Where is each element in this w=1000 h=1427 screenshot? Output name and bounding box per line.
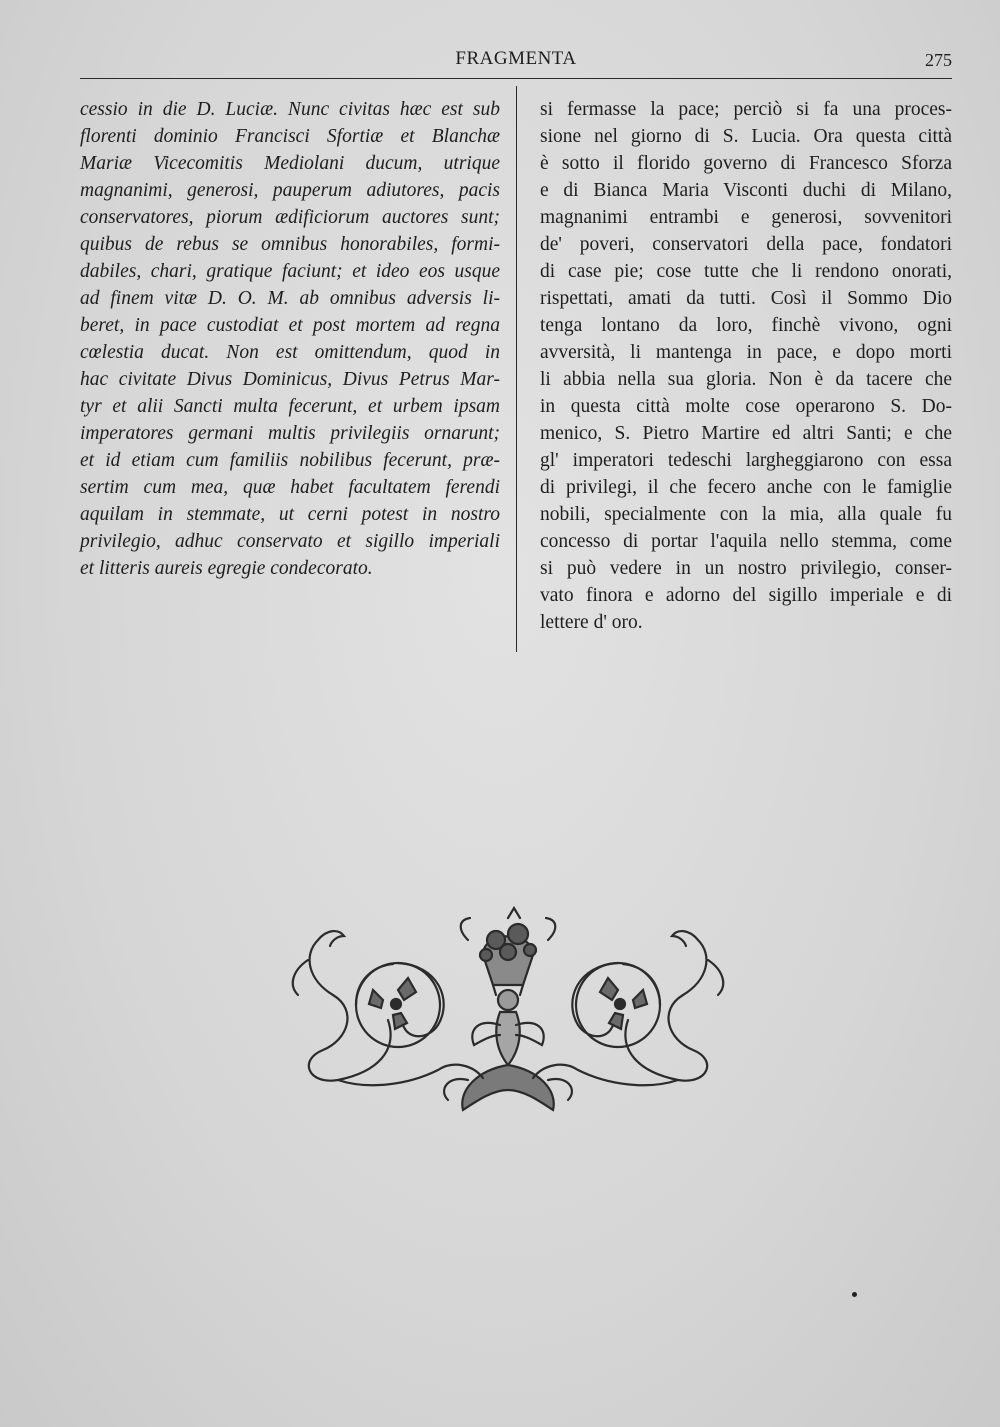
italian-text-line: concesso di portar l'aquila nello stemma, come: [540, 531, 952, 552]
running-title: FRAGMENTA: [455, 48, 577, 69]
italian-text-line: avversità, li mantenga in pace, e dopo morti: [540, 342, 952, 363]
column-divider: [516, 86, 517, 652]
latin-text-line: quibus de rebus se omnibus honorabiles, formi-: [80, 234, 500, 255]
latin-text-line: aquilam in stemmate, ut cerni potest in nostro: [80, 504, 500, 525]
ink-speck: [852, 1292, 857, 1297]
italian-text-line: nobili, specialmente con la mia, alla quale fu: [540, 504, 952, 525]
italian-text-line: de' poveri, conservatori della pace, fondatori: [540, 234, 952, 255]
italian-text-line: sione nel giorno di S. Lucia. Ora questa città: [540, 126, 952, 147]
latin-text-line: sertim cum mea, quæ habet facultatem ferendi: [80, 477, 500, 498]
running-head: [80, 44, 952, 78]
italian-text-line: lettere d' oro.: [540, 612, 643, 633]
italian-text-line: vato finora e adorno del sigillo imperiale e di: [540, 585, 952, 606]
latin-text-line: beret, in pace custodiat et post mortem ad regna: [80, 315, 500, 336]
latin-text-line: conservatores, piorum ædificiorum auctores sunt;: [80, 207, 500, 228]
latin-text-line: imperatores germani multis privilegiis ornarunt;: [80, 423, 500, 444]
latin-text-line: florenti dominio Francisci Sfortiæ et Blanchæ: [80, 126, 500, 147]
italian-text-line: rispettati, amati da tutti. Così il Sommo Dio: [540, 288, 952, 309]
latin-text-line: et id etiam cum familiis nobilibus fecerunt, præ-: [80, 450, 500, 471]
italian-text-line: e di Bianca Maria Visconti duchi di Milano,: [540, 180, 952, 201]
latin-text-line: magnanimi, generosi, pauperum adiutores, pacis: [80, 180, 500, 201]
italian-text-line: gl' imperatori tedeschi largheggiarono con essa: [540, 450, 952, 471]
latin-text-line: tyr et alii Sancti multa fecerunt, et urbem ipsam: [80, 396, 500, 417]
latin-text-line: dabiles, chari, gratique faciunt; et ideo eos usque: [80, 261, 500, 282]
italian-text-line: li abbia nella sua gloria. Non è da tacere che: [540, 369, 952, 390]
italian-text-line: tenga lontano da loro, finchè vivono, ogni: [540, 315, 952, 336]
page-number: 275: [925, 50, 952, 70]
italian-text-line: di privilegi, il che fecero anche con le famiglie: [540, 477, 952, 498]
latin-column: [80, 96, 500, 582]
italian-text-line: si può vedere in un nostro privilegio, conser-: [540, 558, 952, 579]
latin-text-line: hac civitate Divus Dominicus, Divus Petrus Mar-: [80, 369, 500, 390]
latin-text-line: cessio in die D. Luciæ. Nunc civitas hæc est sub: [80, 99, 500, 120]
italian-text-line: magnanimi entrambi e generosi, sovvenitori: [540, 207, 952, 228]
header-rule: [80, 78, 952, 79]
latin-text-line: et litteris aureis egregie condecorato.: [80, 558, 373, 579]
italian-text-line: menico, S. Pietro Martire ed altri Santi; e che: [540, 423, 952, 444]
italian-text-line: si fermasse la pace; perciò si fa una proces-: [540, 99, 952, 120]
latin-text-line: ad finem vitæ D. O. M. ab omnibus adversis li-: [80, 288, 500, 309]
italian-text-line: di case pie; cose tutte che li rendono onorati,: [540, 261, 952, 282]
grotesque-ornament-icon: [278, 900, 738, 1120]
latin-text-line: privilegio, adhuc conservato et sigillo imperiali: [80, 531, 500, 552]
latin-text-line: Mariæ Vicecomitis Mediolani ducum, utrique: [80, 153, 500, 174]
italian-text-line: in questa città molte cose operarono S. Do-: [540, 396, 952, 417]
italian-text-line: è sotto il florido governo di Francesco Sforza: [540, 153, 952, 174]
italian-column: [540, 96, 952, 636]
latin-text-line: cœlestia ducat. Non est omittendum, quod in: [80, 342, 500, 363]
